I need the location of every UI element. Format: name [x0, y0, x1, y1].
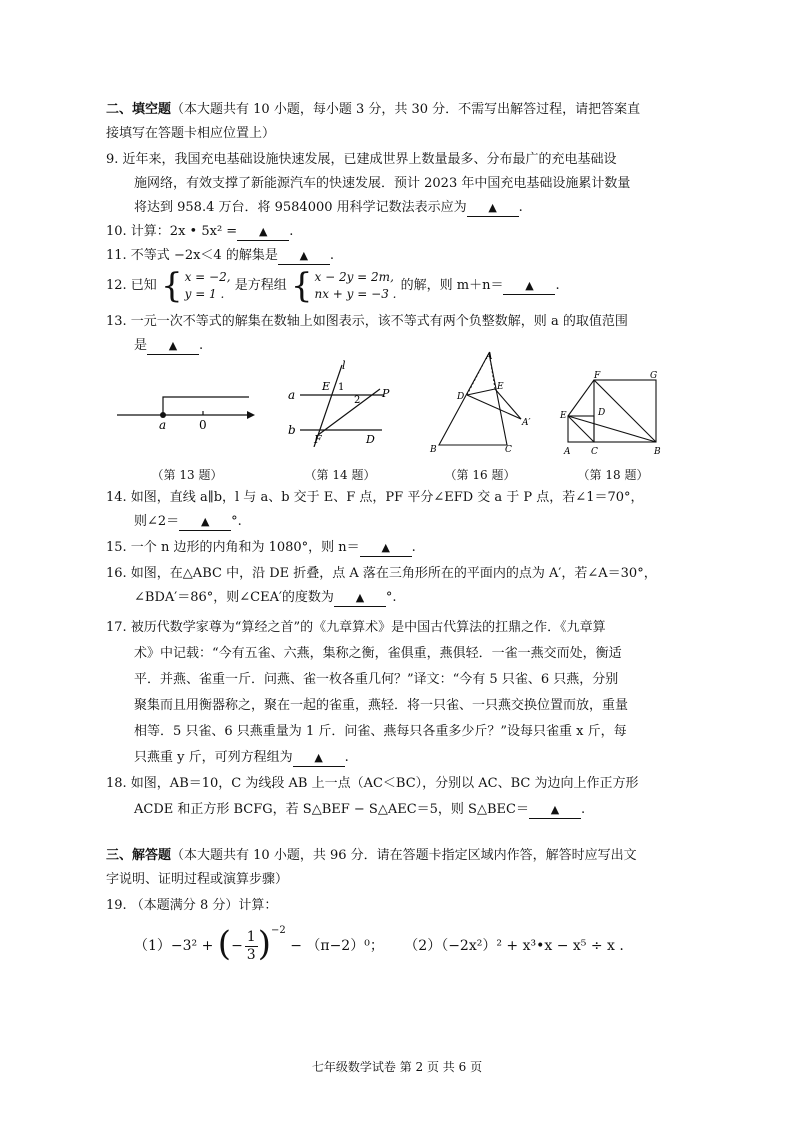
figure-18-two-squares [558, 370, 668, 460]
q18-prefix: ACDE 和正方形 BCFG，若 S△BEF − S△AEC＝5，则 S△BEC＝ [134, 802, 529, 817]
q12-sys1-line2: y = 1 . [184, 286, 225, 301]
q11-text: 11. 不等式 −2x＜4 的解集是 [106, 248, 278, 263]
answer-mark: ▲ [200, 515, 210, 528]
figure-13-number-line [115, 385, 255, 435]
q10 [106, 222, 293, 242]
q9-suffix: . [518, 200, 523, 215]
q19-part1-prefix: （1）−3² + [134, 938, 214, 954]
q19-part2: （2）（−2x²）² + x³•x − x⁵ ÷ x . [404, 938, 624, 954]
fig14-E: E [322, 380, 331, 393]
q14-line1: 14. 如图，直线 a∥b，l 与 a、b 交于 E、F 点，PF 平分∠EFD 交 a 于 P 点，若∠1＝70°， [106, 490, 644, 505]
q12-sys2-line2: nx + y = −3 . [314, 286, 397, 301]
q12-system2 [290, 265, 397, 306]
fig16-D: D [457, 392, 465, 402]
q19-fraction [245, 929, 258, 964]
q12-text: 12. 已知 [106, 278, 157, 293]
answer-blank-q13[interactable] [147, 338, 199, 355]
q17-line3: 平．并燕、雀重一斤．问燕、雀一枚各重几何？”译文：“今有 5 只雀、6 只燕，分别 [134, 672, 619, 687]
answer-mark: ▲ [355, 591, 365, 604]
caption-fig18: （第 18 题） [577, 468, 649, 482]
section3-heading: 三、解答题 [106, 848, 172, 863]
fig14-angle2: 2 [354, 395, 361, 406]
fig16-E: E [497, 382, 504, 392]
figure-16-triangle-fold [425, 349, 540, 454]
fig13-label-a: a [159, 418, 167, 432]
q9-text: 将达到 958.4 万台．将 9584000 用科学记数法表示应为 [134, 200, 467, 215]
q12-middle: 是方程组 [234, 278, 287, 293]
answer-mark: ▲ [299, 249, 309, 262]
answer-blank-q9[interactable] [467, 200, 519, 217]
brace-glyph: { [290, 265, 313, 306]
section3-note-1: （本大题共有 10 小题，共 96 分．请在答题卡指定区域内作答，解答时应写出文 [171, 848, 637, 863]
section2-heading: 二、填空题 [106, 102, 172, 117]
answer-mark: ▲ [488, 201, 497, 214]
q12-suffix: . [555, 278, 560, 293]
q14-prefix: 则∠2＝ [134, 514, 180, 529]
q13-prefix: 是 [134, 338, 148, 353]
answer-mark: ▲ [258, 225, 268, 238]
q17-line6 [134, 748, 349, 768]
q14-line2 [134, 512, 242, 532]
fig16-C: C [505, 445, 512, 454]
answer-blank-q18[interactable] [529, 802, 581, 819]
q12-suffix-pre: 的解，则 m＋n＝ [400, 278, 504, 293]
q17-line2: 术》中记载：“今有五雀、六燕，集称之衡，雀俱重，燕俱轻．一雀一燕交而处，衡适 [134, 646, 622, 661]
fig14-D: D [366, 433, 375, 446]
answer-mark: ▲ [550, 803, 560, 816]
right-paren-glyph: ) [257, 924, 271, 964]
caption-fig14: （第 14 题） [304, 468, 376, 482]
minus-glyph: − [231, 938, 243, 954]
q11-suffix: . [329, 248, 334, 263]
section3-line1 [106, 846, 637, 866]
q18-suffix: . [580, 802, 586, 817]
q18-line2 [134, 800, 585, 820]
q15-text: 15. 一个 n 边形的内角和为 1080°，则 n＝ [106, 540, 360, 555]
q12-system1 [160, 265, 231, 306]
q10-text: 10. 计算：2x • 5x² = [106, 224, 238, 239]
answer-mark: ▲ [314, 751, 323, 764]
q17-prefix: 只燕重 y 斤，可列方程组为 [134, 750, 293, 765]
q12-sys1-line1: x = −2, [184, 269, 231, 284]
q9-line2: 施网络，有效支撑了新能源汽车的快速发展．预计 2023 年中国充电基础设施累计数量 [134, 176, 631, 191]
q10-suffix: . [289, 224, 294, 239]
q19-parts [134, 924, 624, 968]
q19-neg-fraction [231, 924, 258, 968]
q15-suffix: . [411, 540, 416, 555]
fig16-A: A [486, 352, 493, 362]
answer-blank-q15[interactable] [360, 540, 412, 557]
fig14-b: b [288, 423, 296, 437]
fig18-C: C [591, 447, 598, 457]
answer-blank-q14[interactable] [179, 514, 231, 531]
answer-blank-q17[interactable] [293, 750, 345, 767]
q11 [106, 246, 334, 266]
q19-frac-num: 1 [246, 928, 256, 945]
fig13-label-0: 0 [199, 418, 207, 432]
q19-power-expr [218, 924, 286, 968]
q16-line1: 16. 如图，在△ABC 中，沿 DE 折叠，点 A 落在三角形所在的平面内的点为 A′，若∠A＝30°， [106, 566, 657, 581]
fig14-P: P [382, 387, 390, 400]
caption-fig16: （第 16 题） [444, 468, 516, 482]
q19-line1: 19. （本题满分 8 分）计算： [106, 898, 278, 913]
q16-prefix: ∠BDA′＝86°，则∠CEA′的度数为 [134, 590, 334, 605]
section2-note-2: 接填写在答题卡相应位置上） [106, 126, 276, 141]
q17-line4: 聚集而且用衡器称之，聚在一起的雀重，燕轻．将一只雀、一只燕交换位置而放，重量 [134, 698, 629, 713]
fig14-angle1: 1 [338, 382, 345, 393]
q12 [106, 266, 560, 306]
fig18-G: G [650, 371, 658, 381]
fig18-F: F [594, 371, 601, 381]
section3-line2 [106, 870, 288, 890]
q17-line1: 17. 被历代数学家尊为“算经之首”的《九章算术》是中国古代算法的扛鼎之作．《九章算 [106, 620, 606, 635]
q9-line3 [134, 198, 523, 218]
q19-exponent: −2 [270, 925, 286, 936]
caption-fig13: （第 13 题） [151, 468, 223, 482]
fig16-A-prime: A′ [522, 418, 531, 428]
answer-blank-q10[interactable] [237, 224, 289, 241]
q17-suffix: . [344, 750, 349, 765]
fig18-A: A [564, 447, 571, 457]
fig18-E: E [560, 411, 567, 421]
answer-blank-q16[interactable] [334, 590, 386, 607]
fig16-B: B [430, 445, 437, 454]
fig14-F: F [314, 433, 322, 446]
left-paren-glyph: ( [217, 924, 232, 964]
q13-line2 [134, 336, 203, 356]
brace-glyph: { [160, 265, 183, 306]
q19-part1-suffix: − （π−2）⁰； [290, 938, 384, 954]
q16-line2 [134, 588, 397, 608]
fig18-D: D [598, 408, 606, 418]
q19-frac-den: 3 [246, 946, 256, 963]
q18-line1: 18. 如图，AB＝10，C 为线段 AB 上一点（AC＜BC），分别以 AC、BC 为边向上作正方形 [106, 776, 639, 791]
fig14-a: a [288, 388, 296, 402]
section3-note-2: 字说明、证明过程或演算步骤） [106, 872, 289, 887]
q13-line1: 13. 一元一次不等式的解集在数轴上如图表示，该不等式有两个负整数解，则 a 的取值范围 [106, 314, 628, 329]
q17-line5: 相等．5 只雀、6 只燕重量为 1 斤．问雀、燕每只各重多少斤？”设每只雀重 x 斤，每 [134, 724, 627, 739]
q9-line1: 9. 近年来，我国充电基础设施快速发展，已建成世界上数量最多、分布最广的充电基础设 [106, 152, 617, 167]
q16-suffix: °. [385, 590, 397, 605]
fig14-l: l [342, 359, 346, 372]
answer-mark: ▲ [168, 339, 178, 352]
section2-line2 [106, 124, 275, 144]
q15 [106, 538, 416, 558]
q12-sys2-line1: x − 2y = 2m, [314, 269, 394, 284]
answer-mark: ▲ [381, 541, 390, 554]
q14-suffix: °. [231, 514, 242, 529]
answer-mark: ▲ [525, 279, 534, 292]
fig18-B: B [654, 447, 661, 457]
section2-line1 [106, 100, 640, 120]
answer-blank-q11[interactable] [278, 248, 330, 265]
figure-14-parallel-lines [284, 357, 400, 447]
section2-note-1: （本大题共有 10 小题，每小题 3 分，共 30 分．不需写出解答过程，请把答案直 [171, 102, 641, 117]
page-footer: 七年级数学试卷 第 2 页 共 6 页 [311, 1060, 483, 1074]
answer-blank-q12[interactable] [503, 278, 555, 295]
q13-suffix: . [199, 338, 204, 353]
